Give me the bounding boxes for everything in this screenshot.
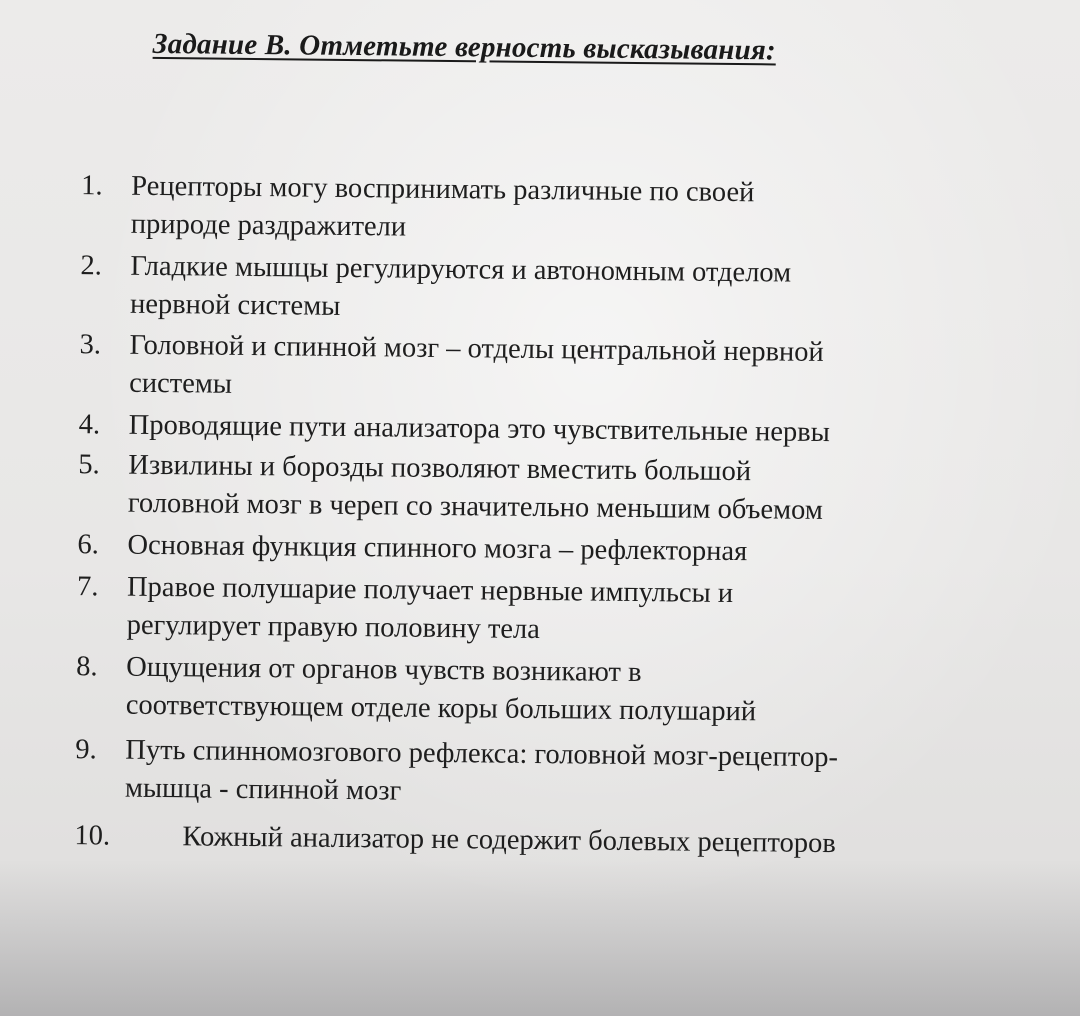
item-number: 6. [77, 529, 100, 561]
item-text [129, 407, 830, 452]
item-number: 2. [80, 250, 102, 282]
statement-item [79, 406, 830, 452]
worksheet-title: Задание В. Отметьте верность высказывания: [152, 27, 777, 67]
item-line: Правое полушарие получает нервные импульсы и [126, 571, 734, 610]
item-line: Основная функция спинного мозга – рефлекторная [127, 529, 748, 568]
item-number: 1. [81, 170, 103, 202]
item-line: Извилины и борозды позволяют вместить большой [128, 449, 752, 488]
item-number: 3. [79, 329, 102, 361]
item-line: системы [129, 367, 233, 400]
item-line: Проводящие пути анализатора это чувствительные нервы [128, 409, 831, 449]
statement-item [74, 817, 836, 863]
statement-item [77, 526, 747, 571]
item-line: мышца - спинной мозг [124, 772, 402, 807]
item-line: Рецепторы могу воспринимать различные по своей [131, 170, 755, 209]
item-text [129, 327, 824, 410]
item-line: соответствующем отделе коры больших полушарий [125, 689, 757, 728]
item-text [128, 447, 824, 530]
item-text [126, 569, 733, 651]
item-number: 9. [75, 734, 97, 766]
item-line: Гладкие мышцы регулируются и автономным отделом [130, 250, 792, 289]
item-number: 10. [74, 820, 111, 852]
statement-item [76, 648, 757, 731]
item-number: 5. [78, 449, 100, 481]
statement-item [78, 446, 824, 530]
item-line: регулирует правую половину тела [126, 609, 541, 646]
item-text [126, 649, 757, 732]
item-line: нервной системы [129, 288, 341, 322]
item-line: головной мозг в череп со значительно меньшим объемом [127, 487, 824, 526]
item-number: 7. [76, 571, 99, 603]
item-text [131, 168, 755, 251]
item-text [125, 732, 838, 815]
item-line: Головной и спинной мозг – отделы центральной нервной [129, 329, 824, 368]
item-line: природе раздражители [130, 208, 407, 243]
statement-item [76, 568, 733, 651]
statement-item [80, 247, 792, 330]
item-number: 8. [76, 651, 98, 683]
item-number: 4. [78, 409, 101, 441]
statement-item [79, 326, 824, 410]
item-line: Ощущения от органов чувств возникают в [126, 651, 642, 689]
item-text [127, 527, 747, 571]
item-line: Кожный анализатор не содержит болевых рецепторов [182, 821, 836, 860]
statement-item [75, 731, 838, 815]
item-line: Путь спинномозгового рефлекса: головной мозг-рецептор- [125, 734, 839, 774]
statement-item [81, 167, 755, 250]
item-text [182, 818, 836, 863]
item-text [130, 248, 792, 331]
